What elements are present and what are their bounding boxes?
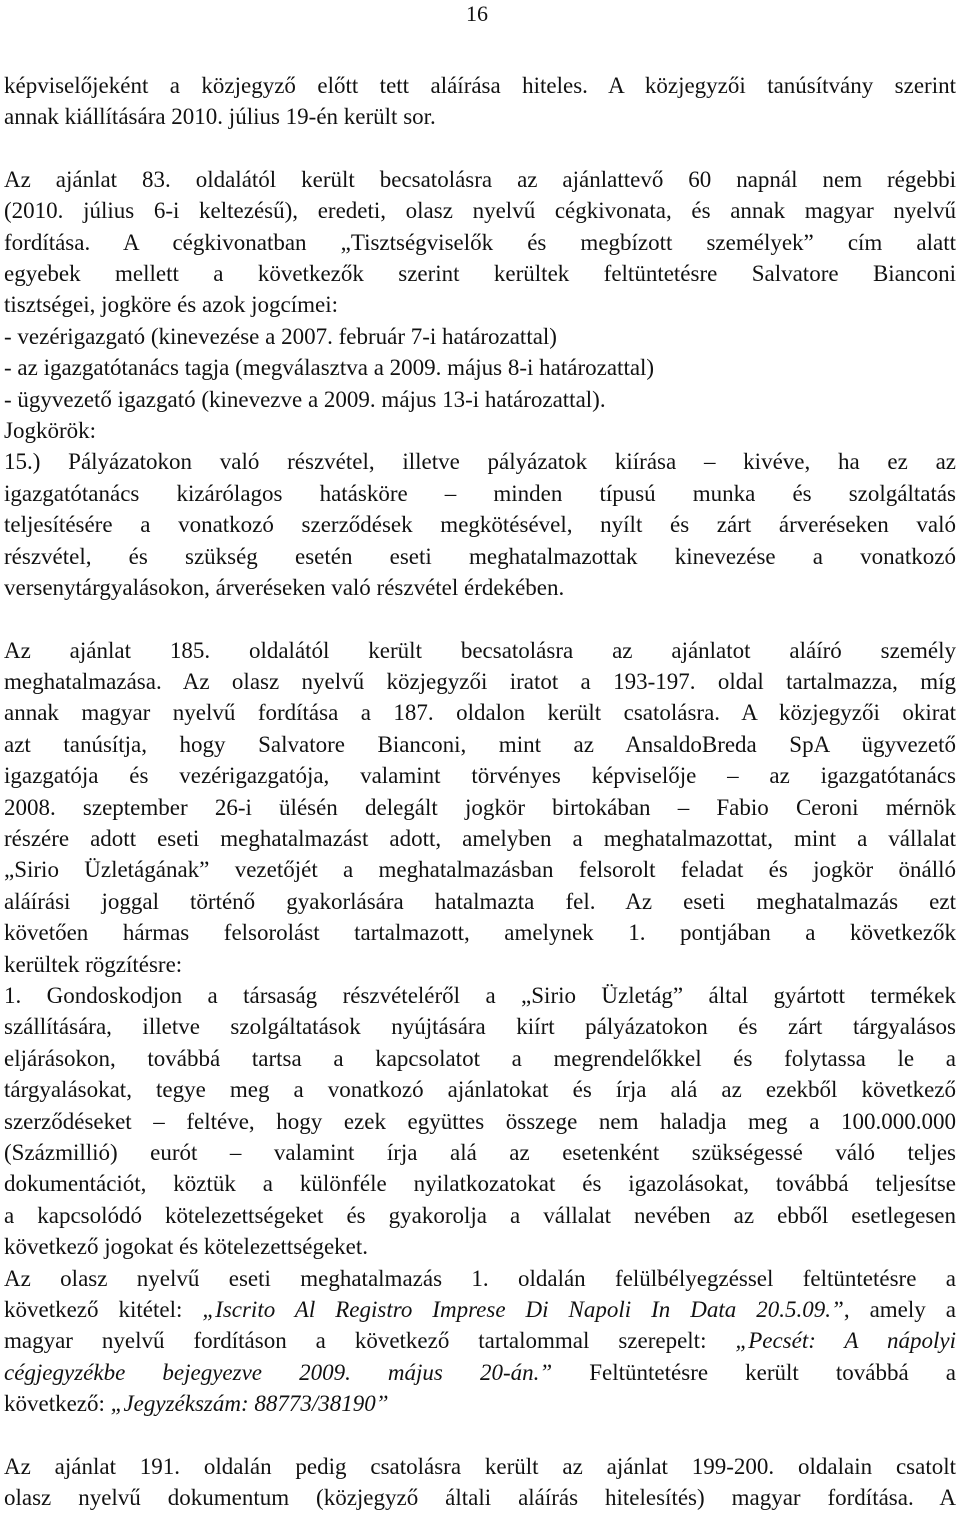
- text-line: tárgyalásokat, tegye meg a vonatkozó ajánlatokat és írja alá az ezekből következő: [4, 1077, 956, 1103]
- text-line: igazgatótanács kizárólagos hatásköre – minden típusú munka és szolgáltatás: [4, 480, 956, 506]
- page-number: 16: [466, 1, 488, 26]
- italic-quote: „Iscrito Al Registro Imprese Di Napoli In Data 20.5.09.”: [202, 1297, 844, 1323]
- text-line: a kapcsolódó kötelezettségeket és gyakorolja a vállalat nevében az ebből esetlegesen: [4, 1202, 956, 1228]
- text-line: [4, 1357, 956, 1388]
- document-body: [4, 70, 956, 1513]
- text-line: [4, 1325, 956, 1356]
- paragraph: [4, 635, 956, 1420]
- text-line: részvétel, és szükség esetén eseti meghatalmazottak kinevezése a vonatkozó: [4, 543, 956, 569]
- text-line: fordítása. A cégkivonatban „Tisztségviselők és megbízott személyek” cím alatt: [4, 229, 956, 255]
- text-line: annak kiállítására 2010. július 19-én került sor.: [4, 104, 436, 130]
- text-line: Az ajánlat 83. oldalától került becsatolásra az ajánlattevő 60 napnál nem régebbi: [4, 166, 956, 192]
- text-line: - az igazgatótanács tagja (megválasztva a 2009. május 8-i határozattal): [4, 355, 655, 381]
- text-line: azt tanúsítja, hogy Salvatore Bianconi, mint az AnsaldoBreda SpA ügyvezető: [4, 731, 956, 757]
- italic-quote: „Pecsét: A nápolyi: [735, 1328, 956, 1354]
- text-line: - ügyvezető igazgató (kinevezve a 2009. május 13-i határozattal).: [4, 386, 606, 412]
- paragraph-gap: [4, 604, 956, 635]
- italic-quote: cégjegyzékbe bejegyezve 2009. május 20-án.”: [4, 1359, 553, 1385]
- text-line: Az ajánlat 191. oldalán pedig csatolásra került az ajánlat 199-200. oldalain csatolt: [4, 1453, 956, 1479]
- text-line: egyebek mellett a következők szerint kerültek feltüntetésre Salvatore Bianconi: [4, 261, 956, 287]
- paragraph: [4, 164, 956, 604]
- text-line: [4, 1388, 956, 1419]
- text-line: 1. Gondoskodjon a társaság részvételéről a „Sirio Üzletág” által gyártott termékek: [4, 982, 956, 1008]
- italic-quote: „Jegyzékszám: 88773/38190”: [110, 1391, 389, 1417]
- text-line: következő jogokat és kötelezettségeket.: [4, 1234, 369, 1260]
- paragraph-gap: [4, 133, 956, 164]
- text-line: (2010. július 6-i keltezésű), eredeti, olasz nyelvű cégkivonata, és annak magyar nyelvű: [4, 198, 956, 224]
- text-line: tisztségei, jogköre és azok jogcímei:: [4, 292, 339, 318]
- text-line: teljesítésére a vonatkozó szerződések megkötésével, nyílt és zárt árveréseken való: [4, 512, 956, 538]
- text-segment: következő:: [4, 1391, 111, 1417]
- paragraph: [4, 70, 956, 133]
- text-line: képviselőjeként a közjegyző előtt tett aláírása hiteles. A közjegyzői tanúsítvány szerint: [4, 73, 956, 98]
- text-line: igazgatója és vezérigazgatója, valamint törvényes képviselője – az igazgatótanács: [4, 763, 956, 789]
- text-segment: magyar nyelvű fordításon a következő tartalommal szerepelt:: [4, 1328, 736, 1354]
- text-line: (Százmillió) eurót – valamint írja alá az esetenként szükségessé váló teljes: [4, 1140, 956, 1165]
- paragraph-gap: [4, 1420, 956, 1451]
- text-line: részére adott eseti meghatalmazást adott, amelyben a meghatalmazottat, mint a vállalat: [4, 825, 956, 851]
- text-line: annak magyar nyelvű fordítása a 187. oldalon került csatolásra. A közjegyzői okirat: [4, 700, 956, 726]
- text-segment: , amely a: [843, 1297, 956, 1323]
- text-segment: Feltüntetésre került továbbá a: [552, 1359, 956, 1385]
- text-line: - vezérigazgató (kinevezése a 2007. február 7-i határozattal): [4, 323, 557, 349]
- text-line: szerződéseket – feltéve, hogy ezek együttes összege nem haladja meg a 100.000.000: [4, 1108, 956, 1134]
- text-line: [4, 1294, 956, 1325]
- paragraph: [4, 1451, 956, 1514]
- text-line: dokumentációt, köztük a különféle nyilatkozatokat és igazolásokat, továbbá teljesítse: [4, 1171, 956, 1197]
- text-line: szállítására, illetve szolgáltatások nyújtására kiírt pályázatokon és zárt tárgyalásos: [4, 1014, 956, 1040]
- text-line: olasz nyelvű dokumentum (közjegyző általi aláírás hitelesítés) magyar fordítása. A: [4, 1485, 956, 1511]
- text-line: Az olasz nyelvű eseti meghatalmazás 1. oldalán felülbélyegzéssel feltüntetésre a: [4, 1265, 956, 1291]
- text-line: követően hármas felsorolást tartalmazott, amelynek 1. pontjában a következők: [4, 920, 956, 946]
- text-line: Az ajánlat 185. oldalától került becsatolásra az ajánlatot aláíró személy: [4, 637, 956, 663]
- text-line: „Sirio Üzletágának” vezetőjét a meghatalmazásban felsorolt feladat és jogkör önálló: [4, 857, 956, 883]
- text-line: aláírási joggal történő gyakorlására hatalmazta fel. Az eseti meghatalmazás ezt: [4, 888, 956, 914]
- text-line: Jogkörök:: [4, 418, 96, 444]
- text-line: versenytárgyalásokon, árveréseken való részvétel érdekében.: [4, 575, 565, 601]
- text-segment: következő kitétel:: [4, 1297, 203, 1323]
- text-line: 15.) Pályázatokon való részvétel, illetve pályázatok kiírása – kivéve, ha ez az: [4, 449, 956, 475]
- text-line: meghatalmazása. Az olasz nyelvű közjegyzői iratot a 193-197. oldal tartalmazza, míg: [4, 668, 956, 694]
- text-line: kerültek rögzítésre:: [4, 951, 183, 977]
- text-line: 2008. szeptember 26-i ülésén delegált jogkör birtokában – Fabio Ceroni mérnök: [4, 794, 956, 820]
- text-line: eljárásokon, továbbá tartsa a kapcsolatot a megrendelőkkel és folytassa le a: [4, 1045, 956, 1071]
